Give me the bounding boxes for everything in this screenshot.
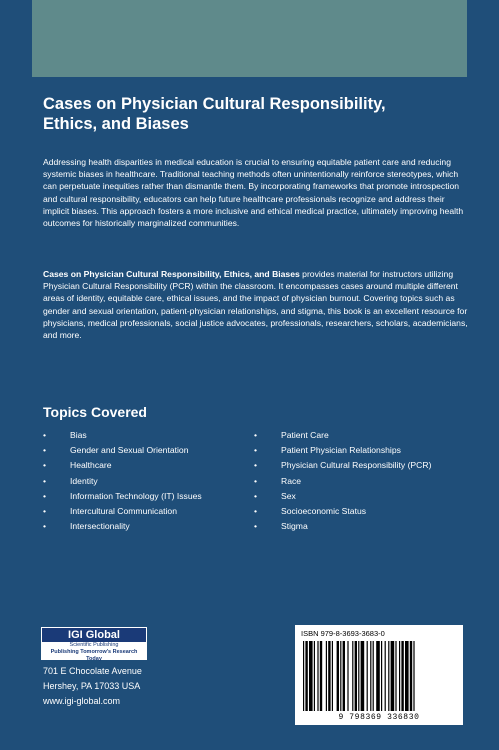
book-title: [43, 94, 463, 134]
topic-label: Stigma: [281, 521, 308, 532]
barcode-bar: [399, 641, 400, 711]
topic-item: [254, 519, 431, 534]
topic-label: Gender and Sexual Orientation: [70, 445, 189, 456]
barcode-bar: [305, 641, 307, 711]
bullet-icon: •: [43, 445, 47, 456]
topic-item: [254, 504, 431, 519]
barcode-graphic: [303, 641, 455, 711]
barcode-bar: [340, 641, 341, 711]
bullet-icon: •: [43, 460, 47, 471]
barcode-bar: [332, 641, 333, 711]
barcode-bar: [401, 641, 403, 711]
barcode-bar: [388, 641, 389, 711]
topic-item: [43, 504, 202, 519]
barcode-bar: [376, 641, 380, 711]
isbn-text: ISBN 979-8-3693-3683-0: [301, 629, 385, 638]
barcode-bar: [355, 641, 357, 711]
topic-label: Socioeconomic Status: [281, 506, 367, 517]
barcode-bar: [317, 641, 318, 711]
publisher-logo-name: IGI Global: [42, 628, 146, 642]
topic-item: [43, 489, 202, 504]
topic-item: [254, 474, 431, 489]
address-line-1: 701 E Chocolate Avenue: [43, 666, 142, 676]
description-paragraph-1: Addressing health disparities in medical education is crucial to ensuring equitable patient care and reducing systemic biases in healthcare. Traditional teaching methods often unintentionally reinforce stereotypes, which can perpetuate inequities rather than dismantle them. By incorporating frameworks that promote introspection and cultural responsibility, educators can help future healthcare professionals recognize and address their implicit biases. This approach fosters a more inclusive and ethical medical practice, ultimately improving health outcomes for historically marginalized communities.: [43, 157, 464, 229]
bullet-icon: •: [254, 506, 258, 517]
barcode-bar: [352, 641, 353, 711]
topic-item: [43, 474, 202, 489]
topic-label: Race: [281, 475, 302, 486]
barcode-bar: [347, 641, 348, 711]
topic-item: [254, 458, 431, 473]
bullet-icon: •: [254, 460, 258, 471]
barcode-bar: [343, 641, 345, 711]
topics-heading: Topics Covered: [43, 404, 147, 420]
bullet-icon: •: [254, 445, 258, 456]
bullet-icon: •: [254, 521, 258, 532]
topic-item: [43, 458, 202, 473]
barcode-bar: [385, 641, 386, 711]
topic-item: [254, 443, 431, 458]
bullet-icon: •: [43, 506, 47, 517]
topic-label: Bias: [70, 430, 87, 440]
barcode-bar: [410, 641, 412, 711]
topic-label: Intersectionality: [70, 521, 130, 532]
barcode-bar: [361, 641, 365, 711]
book-title-line2: Ethics, and Biases: [43, 115, 189, 133]
barcode-bar: [381, 641, 382, 711]
book-title-line1: Cases on Physician Cultural Responsibility,: [43, 95, 386, 113]
bullet-icon: •: [254, 430, 258, 440]
topic-item: [43, 519, 202, 534]
bullet-icon: •: [254, 475, 258, 486]
topics-list-right: [254, 428, 431, 534]
barcode-digits: 9 798369 336830: [338, 713, 420, 722]
barcode-panel: [295, 625, 463, 725]
description-paragraph-2-text: provides material for instructors utilizing Physician Cultural Responsibility (PCR) within the classroom. It encompasses cases around multiple different areas of identity, equitable care, ethical issues, and the impact of physician burnout. Covering topics such as gender and sexual orientation, patient-physician relationships, and stigma, this book is an excellent resource for physicians, medical professionals, social justice advocates, professionals, researchers, scholars, academicians, and more.: [43, 269, 468, 341]
address-line-2: Hershey, PA 17033 USA: [43, 681, 141, 691]
barcode-bar: [373, 641, 374, 711]
barcode-bar: [395, 641, 396, 711]
barcode-bar: [391, 641, 395, 711]
top-color-band: [32, 0, 467, 77]
barcode-bar: [320, 641, 322, 711]
barcode-bar: [303, 641, 304, 711]
publisher-address: [43, 664, 142, 709]
topic-label: Sex: [281, 490, 296, 501]
barcode-bar: [367, 641, 368, 711]
bullet-icon: •: [43, 475, 47, 486]
topic-label: Intercultural Communication: [70, 506, 177, 517]
topic-item: [254, 489, 431, 504]
barcode-bar: [326, 641, 327, 711]
description-book-title: Cases on Physician Cultural Responsibility, Ethics, and Biases: [43, 269, 300, 279]
topic-label: Identity: [70, 475, 98, 486]
publisher-logo-tagline: Publishing Tomorrow's Research Today: [50, 649, 138, 662]
topic-item: [43, 443, 202, 458]
barcode-bar: [370, 641, 371, 711]
topic-item: [254, 428, 431, 443]
barcode-bar: [328, 641, 330, 711]
publisher-logo: [41, 627, 147, 660]
bullet-icon: •: [43, 521, 47, 532]
bullet-icon: •: [43, 490, 47, 501]
topic-label: Patient Physician Relationships: [281, 445, 401, 456]
barcode-bar: [405, 641, 409, 711]
barcode-bar: [309, 641, 313, 711]
topic-item: [43, 428, 202, 443]
barcode-bar: [413, 641, 414, 711]
publisher-website: www.igi-global.com: [43, 696, 121, 706]
publisher-logo-sub: Scientific Publishing: [69, 642, 119, 648]
topic-label: Physician Cultural Responsibility (PCR): [281, 460, 432, 471]
topic-label: Patient Care: [281, 430, 329, 440]
barcode-bar: [337, 641, 339, 711]
topic-label: Information Technology (IT) Issues: [70, 490, 202, 501]
bullet-icon: •: [254, 490, 258, 501]
topics-list-left: [43, 428, 202, 534]
topic-label: Healthcare: [70, 460, 112, 471]
bullet-icon: •: [43, 430, 47, 440]
description-paragraph-2: [43, 268, 473, 341]
barcode-bar: [314, 641, 315, 711]
barcode-bar: [358, 641, 359, 711]
